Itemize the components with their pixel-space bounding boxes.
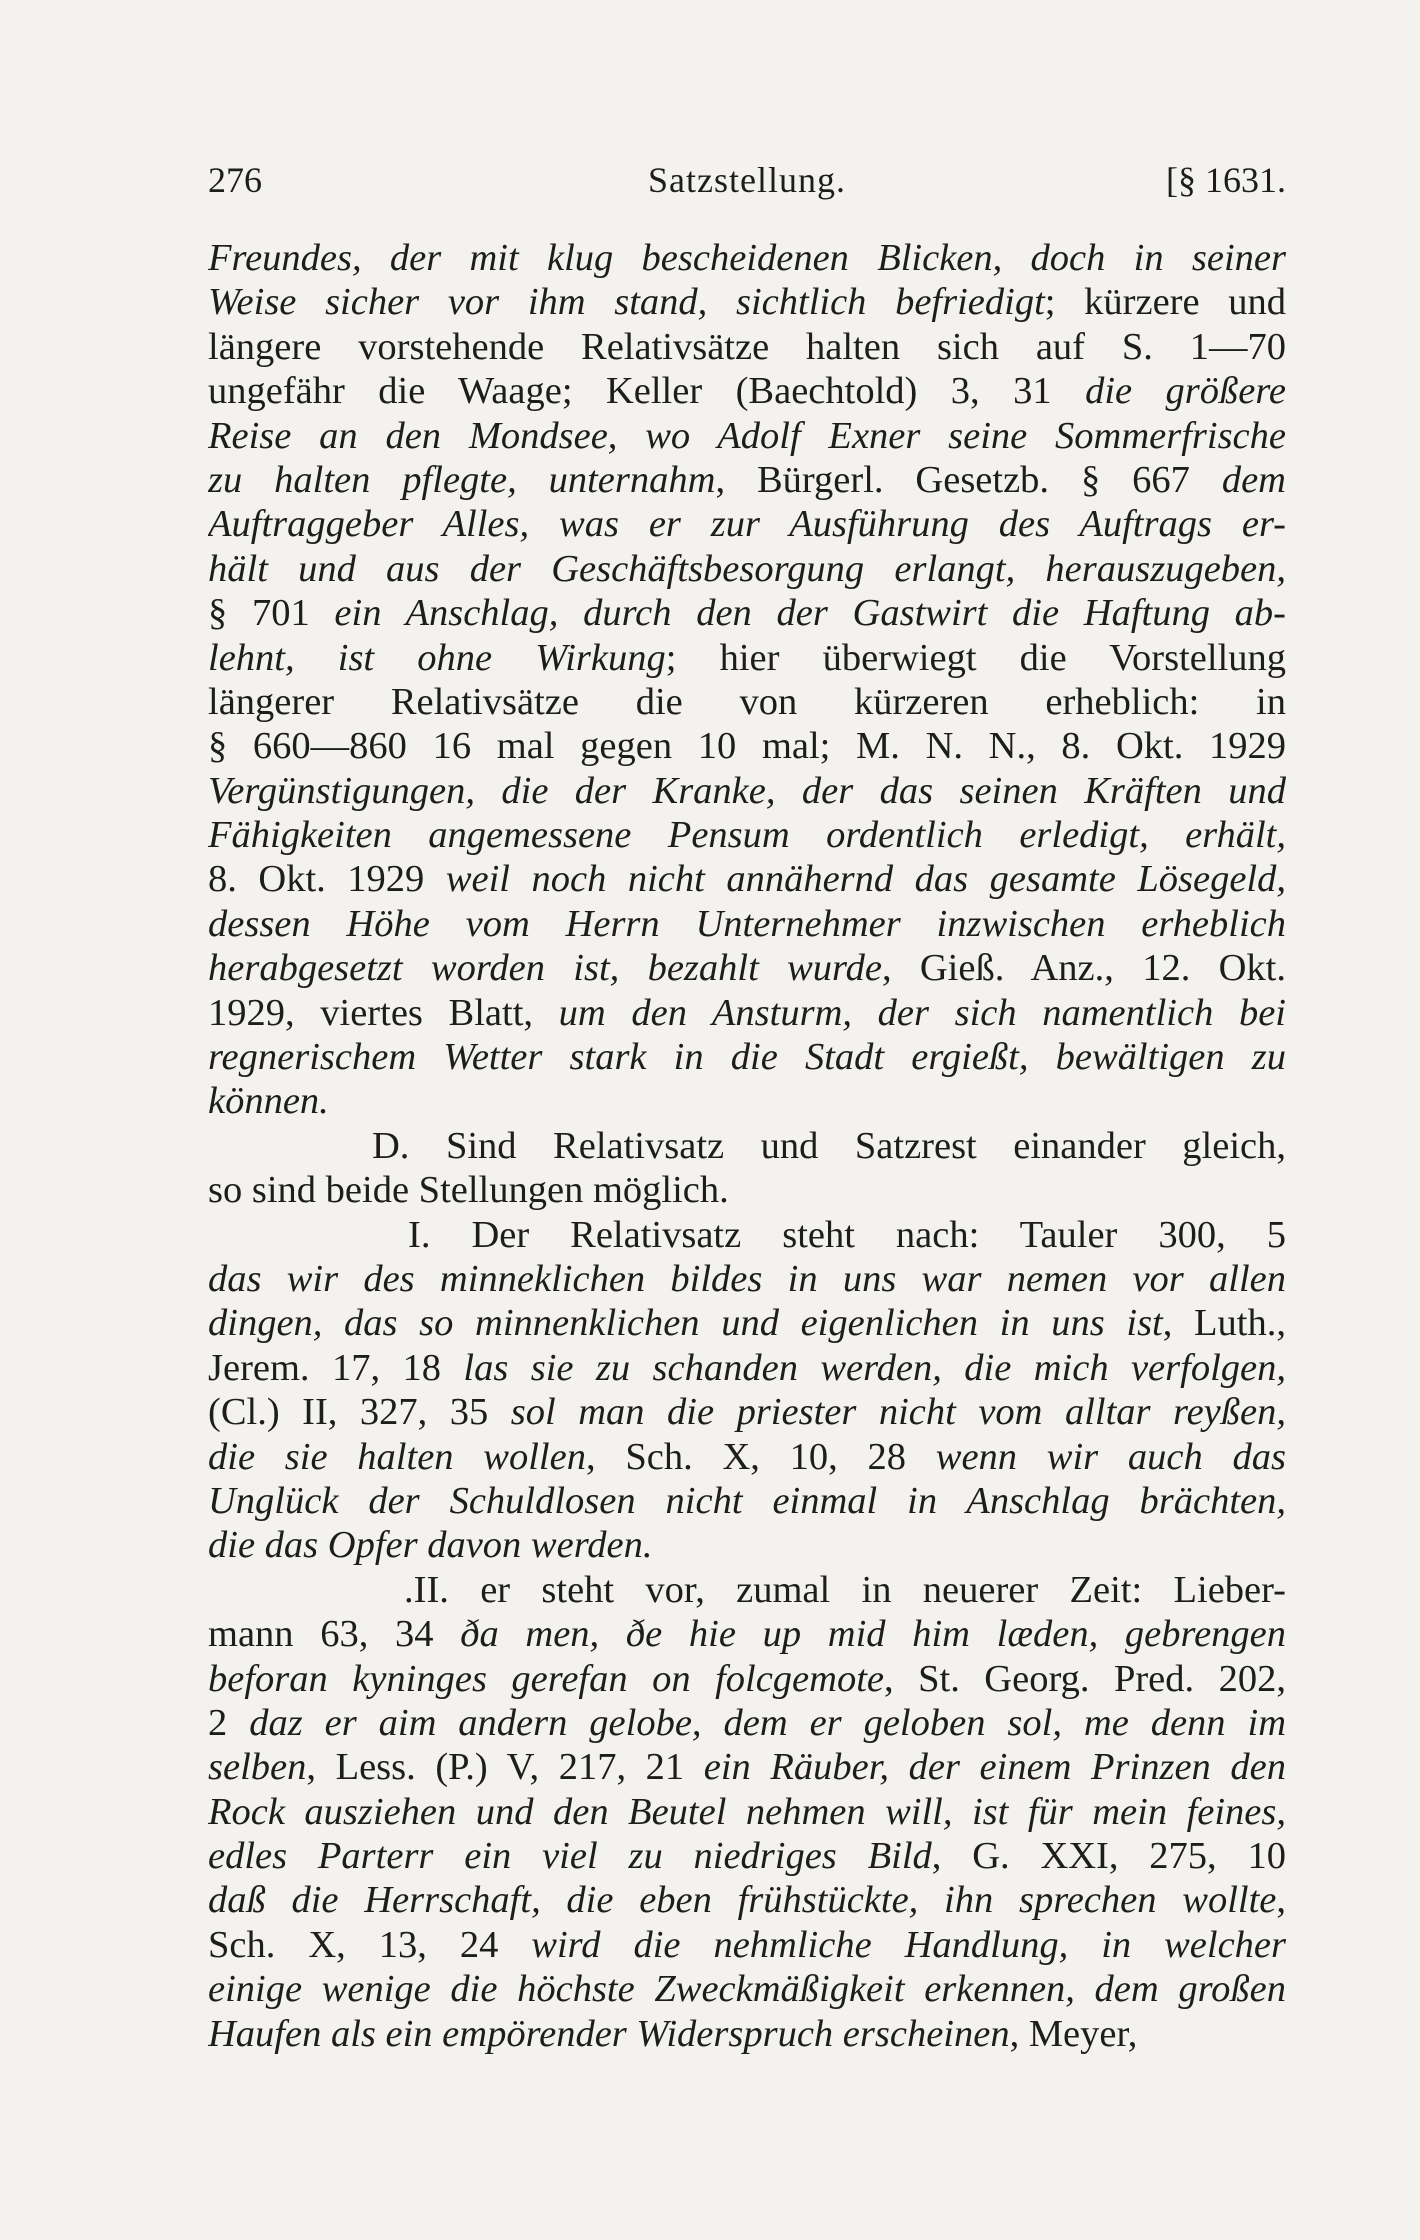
text-line xyxy=(208,1079,1286,1123)
text-line xyxy=(208,1967,1286,2011)
italic-quote: Haufen als ein empörender Widerspruch erscheinen xyxy=(208,2012,1010,2055)
text-line xyxy=(208,591,1286,635)
text-segment: ; hier überwiegt die Vorstellung xyxy=(665,636,1286,679)
italic-quote: wird die nehmliche Handlung, in welcher xyxy=(531,1923,1286,1966)
italic-quote: Weise sicher vor ihm stand, sichtlich befriedigt xyxy=(208,281,1045,324)
text-line xyxy=(208,1035,1286,1079)
text-segment: 2 xyxy=(208,1701,250,1744)
italic-quote: einige wenige die höchste Zweckmäßigkeit erkennen, dem großen xyxy=(208,1968,1286,2011)
text-line xyxy=(208,1213,1286,1257)
italic-quote: Reise an den Mondsee, wo Adolf Exner seine Sommerfrische xyxy=(208,414,1286,457)
italic-quote: dessen Höhe vom Herrn Unternehmer inzwischen erheblich xyxy=(208,902,1286,945)
italic-quote: ein Anschlag, durch den der Gastwirt die Haftung ab- xyxy=(334,592,1286,635)
text-segment: , Bürgerl. Gesetzb. § 667 xyxy=(715,458,1222,501)
text-line xyxy=(208,946,1286,990)
text-segment: , Gieß. Anz., 12. Okt. xyxy=(881,947,1286,990)
text-line xyxy=(208,1745,1286,1789)
italic-quote: die das Opfer davon werden. xyxy=(208,1524,653,1567)
text-line xyxy=(208,369,1286,413)
italic-quote: regnerischem Wetter stark in die Stadt ergießt, bewältigen zu xyxy=(208,1036,1286,1079)
italic-quote: zu halten pflegte, unternahm xyxy=(208,458,716,501)
section-number: [§ 1631. xyxy=(1166,160,1286,200)
italic-quote: das wir des minneklichen bildes in uns war nemen vor allen xyxy=(208,1257,1286,1300)
text-line xyxy=(208,1612,1286,1656)
text-segment: , Sch. X, 10, 28 xyxy=(585,1435,936,1478)
italic-quote: sol man die priester nicht vom alltar reyßen, xyxy=(510,1391,1286,1434)
text-segment: Sch. X, 13, 24 xyxy=(208,1923,532,1966)
italic-quote: dem xyxy=(1221,458,1286,501)
italic-quote: um den Ansturm, der sich namentlich bei xyxy=(558,991,1286,1034)
text-line xyxy=(208,1479,1286,1523)
text-line xyxy=(208,1523,1286,1567)
italic-quote: hält und aus der Geschäftsbesorgung erlangt, herauszugeben, xyxy=(208,547,1286,590)
text-segment: , Meyer, xyxy=(1009,2012,1138,2055)
italic-quote: die sie halten wollen xyxy=(208,1435,586,1478)
text-segment: 8. Okt. 1929 xyxy=(208,858,446,901)
italic-quote: Vergünstigungen, die der Kranke, der das seinen Kräften und xyxy=(208,769,1286,812)
page-number: 276 xyxy=(208,160,262,200)
text-line xyxy=(208,1923,1286,1967)
italic-quote: Rock ausziehen und den Beutel nehmen will, ist für mein feines, xyxy=(208,1790,1286,1833)
italic-quote: dingen, das so minnenklichen und eigenlichen in uns ist xyxy=(208,1302,1163,1345)
text-line xyxy=(208,680,1286,724)
text-line xyxy=(208,1568,1286,1612)
text-line xyxy=(208,769,1286,813)
italic-quote: selben xyxy=(208,1746,307,1789)
text-segment: mann 63, 34 xyxy=(208,1613,461,1656)
italic-quote: Auftraggeber Alles, was er zur Ausführung des Auftrags er- xyxy=(208,503,1286,546)
text-line xyxy=(208,325,1286,369)
italic-quote: weil noch nicht annähernd das gesamte Lösegeld, xyxy=(445,858,1286,901)
text-segment: längere vorstehende Relativsätze halten sich auf S. 1—70 xyxy=(208,325,1286,368)
text-line xyxy=(208,857,1286,901)
text-line xyxy=(208,236,1286,280)
text-segment: , Less. (P.) V, 217, 21 xyxy=(306,1746,704,1789)
text-line xyxy=(208,1435,1286,1479)
text-line xyxy=(208,414,1286,458)
text-segment: (Cl.) II, 327, 35 xyxy=(208,1391,511,1434)
text-line xyxy=(208,813,1286,857)
text-line xyxy=(208,636,1286,680)
text-segment: so sind beide Stellungen möglich. xyxy=(208,1169,729,1212)
text-line xyxy=(208,991,1286,1035)
text-line xyxy=(208,1168,1286,1212)
text-line xyxy=(208,1257,1286,1301)
text-segment: , Luth., xyxy=(1162,1302,1286,1345)
text-segment: 1929, viertes Blatt, xyxy=(208,991,559,1034)
text-line xyxy=(208,1701,1286,1745)
text-segment: D. Sind Relativsatz und Satzrest einander gleich, xyxy=(372,1124,1286,1167)
text-line xyxy=(208,1301,1286,1345)
text-segment: , xyxy=(1276,1879,1286,1922)
text-line xyxy=(208,724,1286,768)
text-segment: , G. XXI, 275, 10 xyxy=(931,1835,1286,1878)
text-line xyxy=(208,1790,1286,1834)
italic-quote: ða men, ðe hie up mid him læden, gebrengen xyxy=(460,1613,1286,1656)
italic-quote: können. xyxy=(208,1080,329,1123)
text-line xyxy=(208,1390,1286,1434)
text-segment: § 701 xyxy=(208,592,335,635)
text-segment: , St. Georg. Pred. 202, xyxy=(883,1657,1286,1700)
italic-quote: die größere xyxy=(1085,370,1286,413)
text-line xyxy=(208,2012,1286,2056)
italic-quote: Unglück der Schuldlosen nicht einmal in Anschlag brächten, xyxy=(208,1479,1286,1522)
text-segment: ungefähr die Waage; Keller (Baechtold) 3, 31 xyxy=(208,370,1086,413)
text-segment: § 660—860 16 mal gegen 10 mal; M. N. N., 8. Okt. 1929 xyxy=(208,725,1286,768)
text-line xyxy=(208,502,1286,546)
text-segment: Jerem. 17, 18 xyxy=(208,1346,464,1389)
italic-quote: Fähigkeiten angemessene Pensum ordentlich erledigt, erhält, xyxy=(208,814,1286,857)
running-title: Satzstellung. xyxy=(648,160,846,200)
text-line xyxy=(208,902,1286,946)
italic-quote: herabgesetzt worden ist, bezahlt wurde xyxy=(208,947,882,990)
italic-quote: ein Räuber, der einem Prinzen den xyxy=(703,1746,1286,1789)
text-segment: längerer Relativsätze die von kürzeren erheblich: in xyxy=(208,680,1286,723)
text-segment: I. Der Relativsatz steht nach: Tauler 300, 5 xyxy=(408,1213,1286,1256)
text-line xyxy=(208,1657,1286,1701)
text-line xyxy=(208,1834,1286,1878)
text-line xyxy=(208,547,1286,591)
italic-quote: beforan kyninges gerefan on folcgemote xyxy=(208,1657,884,1700)
italic-quote: edles Parterr ein viel zu niedriges Bild xyxy=(208,1835,932,1878)
text-body xyxy=(208,236,1286,2056)
text-line xyxy=(208,1346,1286,1390)
text-segment: ; kürzere und xyxy=(1044,281,1286,324)
running-header xyxy=(208,152,1286,208)
italic-quote: wenn wir auch das xyxy=(935,1435,1286,1478)
text-line xyxy=(208,1124,1286,1168)
italic-quote: lehnt, ist ohne Wirkung xyxy=(208,636,666,679)
italic-quote: Freundes, der mit klug bescheidenen Blicken, doch in seiner xyxy=(208,237,1286,279)
italic-quote: las sie zu schanden werden, die mich verfolgen, xyxy=(463,1346,1286,1389)
text-line xyxy=(208,1878,1286,1922)
text-segment: .II. er steht vor, zumal in neuerer Zeit: Lieber- xyxy=(404,1568,1286,1611)
text-line xyxy=(208,280,1286,324)
text-line xyxy=(208,458,1286,502)
italic-quote: daß die Herrschaft, die eben frühstückte, ihn sprechen wollte xyxy=(208,1879,1277,1922)
italic-quote: daz er aim andern gelobe, dem er geloben sol, me denn im xyxy=(249,1701,1286,1744)
